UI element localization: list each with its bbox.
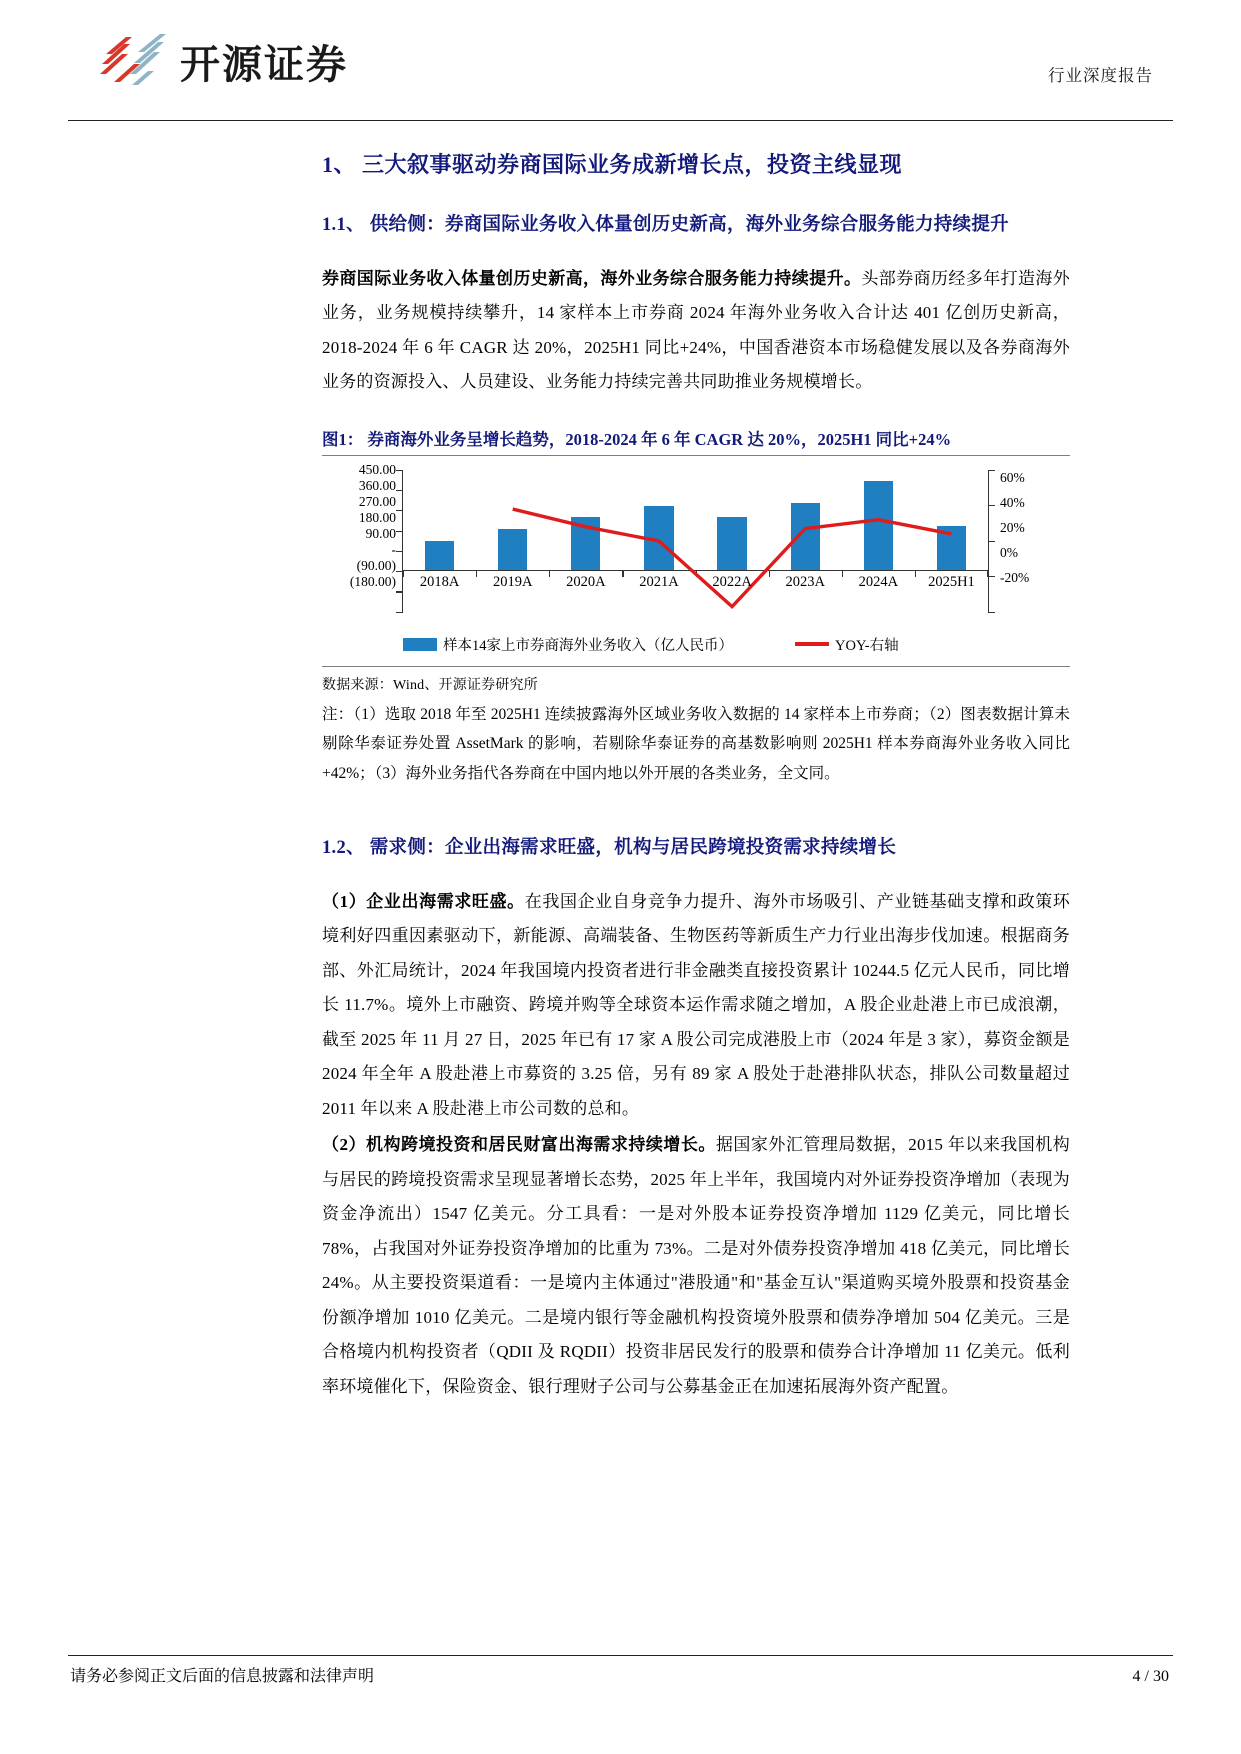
footer-disclaimer: 请务必参阅正文后面的信息披露和法律声明 [70, 1668, 375, 1685]
tick-mark-right [988, 470, 995, 471]
y-tick-right: 0% [1000, 544, 1018, 560]
brand-logo [92, 30, 348, 92]
subsection-heading-1-2: 1.2、 需求侧：企业出海需求旺盛，机构与居民跨境投资需求持续增长 [322, 837, 897, 858]
x-tick-label: 2019A [492, 573, 533, 590]
y-tick-right: 40% [1000, 494, 1025, 510]
logo-text: 开源证券 [180, 42, 348, 87]
x-tick-label: 2022A [712, 573, 752, 590]
legend-label-line: YOY-右轴 [835, 637, 899, 654]
paragraph-1-lead: 券商国际业务收入体量创历史新高，海外业务综合服务能力持续提升。 [322, 268, 862, 288]
y-tick-left: - [391, 541, 396, 557]
figure-1-chart [322, 462, 1070, 662]
section-heading: 1、 三大叙事驱动券商国际业务成新增长点，投资主线显现 [322, 152, 903, 177]
page-header [0, 0, 1241, 108]
paragraph-3-rest: 据国家外汇管理局数据，2015 年以来我国机构与居民的跨境投资需求呈现显著增长态势，2025 年上半年，我国境内对外证券投资净增加（表现为资金净流出）1547 亿美元。分工具看：一是对外股本证券投资净增加 1129 亿美元，同比增长 78%，占我国对外证券投资净增加的比重为 73%。二是对外债券投资净增加 418 亿美元，同比增长 24%。从主要投资渠道看：一是境内主体通过"港股通"和"基金互认"渠道购买境外股票和投资基金份额净增加 1010 亿美元。二是境内银行等金融机构投资境外股票和债券净增加 504 亿美元。三是合格境内机构投资者（QDII 及 RQDII）投资非居民发行的股票和债券合计净增加 11 亿美元。低利率环境催化下，保险资金、银行理财子公司与公募基金正在加速拓展海外资产配置。 [322, 1135, 1070, 1396]
y-tick-right: -20% [1000, 569, 1030, 585]
figure-1-note: 注：（1）选取 2018 年至 2025H1 连续披露海外区域业务收入数据的 14 家样本上市券商；（2）图表数据计算未剔除华泰证券处置 AssetMark 的影响，若剔除华泰证券的高基数影响则 2025H1 样本券商海外业务收入同比+42%；（3）海外业务指代各券商在中国内地以外开展的各类业务，全文同。 [322, 705, 1070, 782]
tick-mark-left [396, 470, 403, 471]
legend-item-bars [403, 634, 733, 655]
paragraph-1 [322, 262, 1070, 400]
chart-x-axis-labels [403, 574, 988, 591]
legend-swatch-bar-icon [403, 638, 437, 651]
y-tick-right: 60% [1000, 469, 1025, 485]
figure-1-bottom-divider [322, 666, 1070, 667]
chart-y-axis-left-labels [322, 461, 396, 589]
y-tick-left: 360.00 [358, 477, 396, 493]
header-report-type: 行业深度报告 [1048, 66, 1153, 85]
y-tick-left: 90.00 [365, 525, 396, 541]
page-content [322, 148, 1070, 1406]
tick-mark-right [988, 612, 995, 613]
logo-mark-icon [92, 30, 172, 92]
tick-mark-left [396, 510, 403, 511]
y-tick-left: 270.00 [358, 493, 396, 509]
tick-mark-left [396, 612, 403, 613]
tick-mark-left [396, 591, 403, 592]
footer-divider [68, 1655, 1173, 1656]
x-tick-label: 2020A [566, 573, 606, 590]
x-tick-label: 2018A [419, 573, 460, 590]
paragraph-2-rest: 在我国企业自身竞争力提升、海外市场吸引、产业链基础支撑和政策环境利好四重因素驱动下，新能源、高端装备、生物医药等新质生产力行业出海步伐加速。根据商务部、外汇局统计，2024 年我国境内投资者进行非金融类直接投资累计 10244.5 亿元人民币，同比增长 11.7%。境外上市融资、跨境并购等全球资本运作需求随之增加，A 股企业赴港上市已成浪潮，截至 2025 年 11 月 27 日，2025 年已有 17 家 A 股公司完成港股上市（2024 年是 3 家），募资金额是 2024 年全年 A 股赴港上市募资的 3.25 倍，另有 89 家 A 股处于赴港排队状态，排队公司数量超过 2011 年以来 A 股赴港上市公司数的总和。 [322, 891, 1070, 1118]
x-tick-label: 2025H1 [928, 573, 975, 590]
x-tick-label: 2021A [639, 573, 679, 590]
paragraph-3 [322, 1128, 1070, 1404]
legend-swatch-line-icon [795, 642, 829, 646]
yoy-line-path [513, 509, 952, 607]
legend-item-line [795, 634, 899, 655]
y-tick-left: (90.00) [356, 557, 396, 573]
tick-mark-right [988, 541, 995, 542]
x-tick-label: 2024A [858, 573, 899, 590]
x-tick-label: 2023A [785, 573, 825, 590]
figure-1-title: 图1： 券商海外业务呈增长趋势，2018-2024 年 6 年 CAGR 达 20%，2025H1 同比+24% [322, 429, 952, 449]
y-tick-right: 20% [1000, 519, 1025, 535]
y-tick-left: 450.00 [358, 461, 396, 477]
chart-legend [403, 634, 1003, 655]
chart-y-axis-right-labels [1000, 470, 1056, 586]
legend-label-bars: 样本14家上市券商海外业务收入（亿人民币） [443, 637, 733, 654]
paragraph-3-lead: （2）机构跨境投资和居民财富出海需求持续增长。 [322, 1135, 716, 1155]
figure-1-title-divider [322, 455, 1070, 456]
paragraph-2-lead: （1）企业出海需求旺盛。 [322, 891, 525, 911]
paragraph-1-rest: 头部券商历经多年打造海外业务，业务规模持续攀升，14 家样本上市券商 2024 年海外业务收入合计达 401 亿创历史新高，2018-2024 年 6 年 CAGR 达 20%，2025H1 同比+24%，中国香港资本市场稳健发展以及各券商海外业务的资源投入、人员建设、业务能力持续完善共同助推业务规模增长。 [322, 268, 1071, 392]
footer-page-number: 4 / 30 [1132, 1668, 1169, 1685]
y-tick-left: 180.00 [358, 509, 396, 525]
tick-mark-right [988, 576, 995, 577]
tick-mark-left [396, 531, 403, 532]
header-divider [68, 120, 1173, 121]
tick-mark-right [988, 505, 995, 506]
subsection-heading-1-1: 1.1、 供给侧：券商国际业务收入体量创历史新高，海外业务综合服务能力持续提升 [322, 215, 1009, 235]
tick-mark-left [396, 551, 403, 552]
paragraph-2 [322, 885, 1070, 1127]
tick-mark-left [396, 490, 403, 491]
figure-1 [322, 426, 1070, 788]
tick-mark-left [396, 571, 403, 572]
figure-1-source: 数据来源：Wind、开源证券研究所 [322, 677, 538, 693]
y-tick-left: (180.00) [349, 573, 396, 589]
